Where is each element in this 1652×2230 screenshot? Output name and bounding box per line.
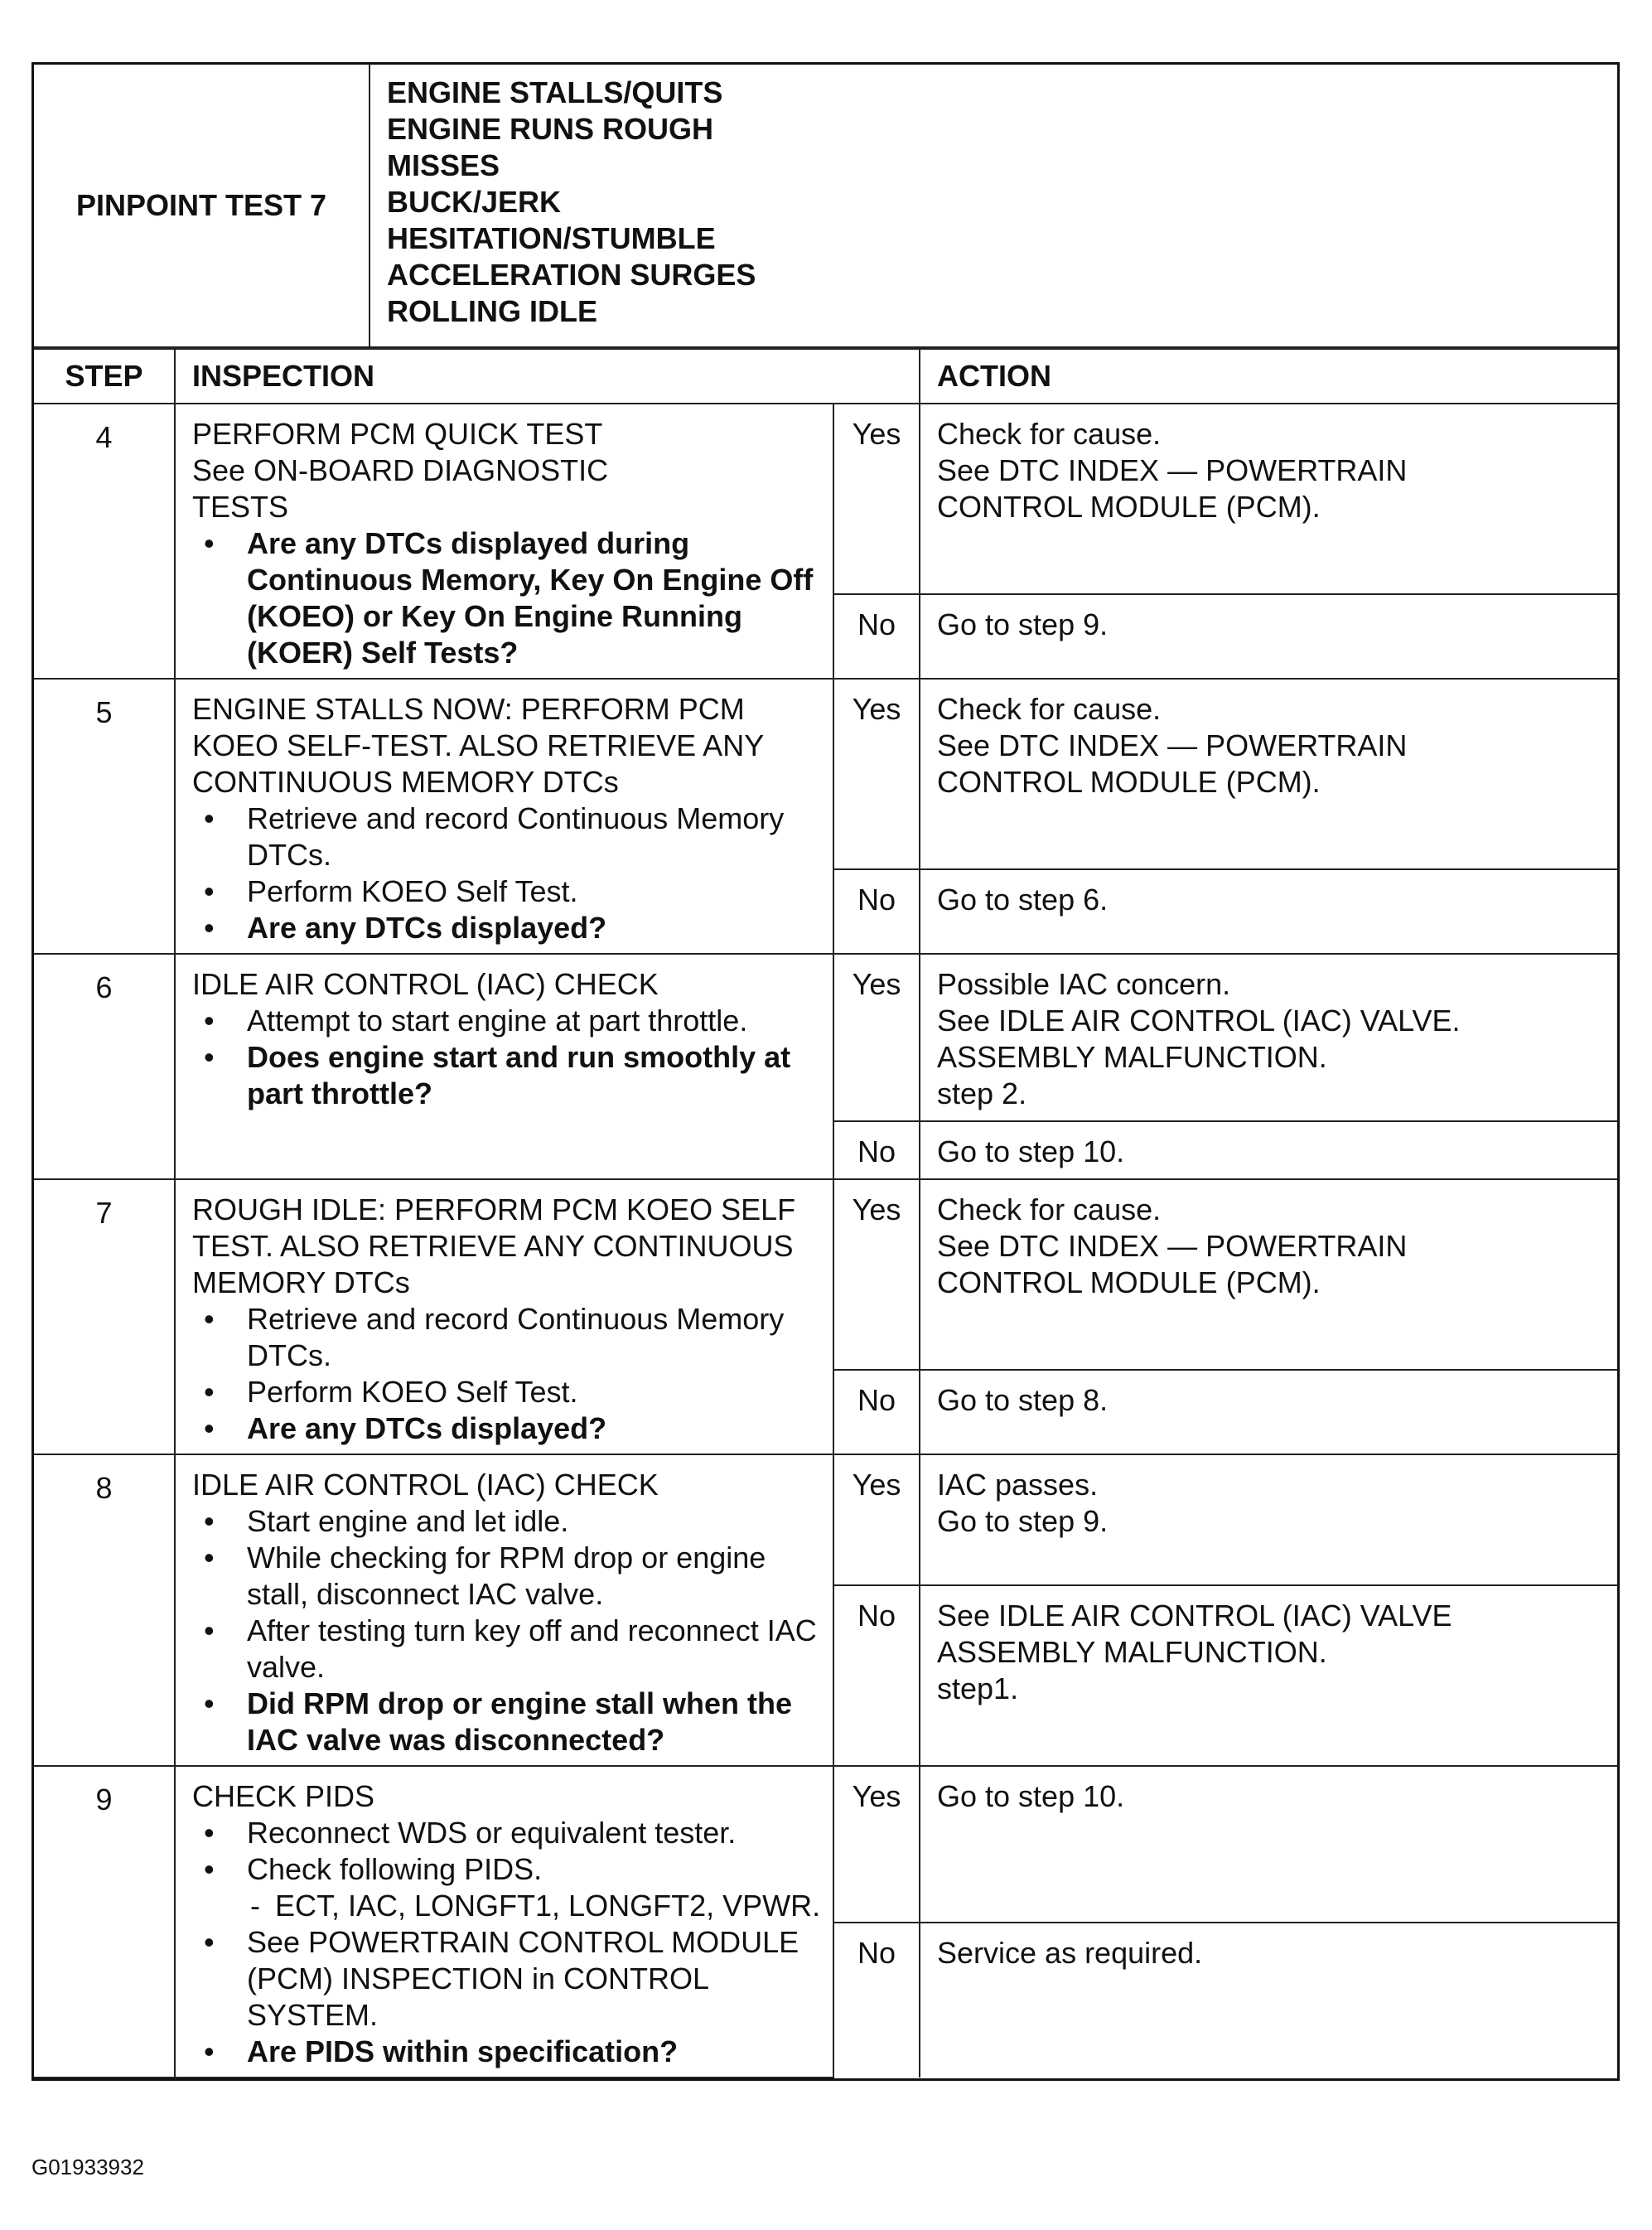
action-line: Go to step 9. [937, 607, 1109, 642]
bullet-icon: • [204, 1613, 215, 1647]
column-header-row [34, 349, 1617, 404]
yes-label: Yes [833, 1179, 920, 1370]
inspection-bullet [192, 2034, 821, 2070]
bullet-icon: • [204, 1686, 215, 1720]
bullet-text: After testing turn key off and reconnect IAC valve. [247, 1613, 817, 1684]
bullet-text: Check following PIDS. [247, 1852, 543, 1886]
yes-label: Yes [833, 954, 920, 1121]
yes-label: Yes [833, 1454, 920, 1585]
step-row-yes [34, 404, 1617, 594]
no-action [920, 1121, 1617, 1179]
bullet-icon: • [204, 1816, 215, 1850]
bullet-icon: • [204, 1302, 215, 1336]
step-number: 8 [34, 1454, 175, 1766]
bullet-icon: • [204, 2034, 215, 2068]
yes-action [920, 1454, 1617, 1585]
action-line: Check for cause. [937, 692, 1162, 726]
bullet-text: Attempt to start engine at part throttle. [247, 1004, 748, 1038]
step-row-yes [34, 1454, 1617, 1585]
step-inspection [175, 404, 833, 679]
no-action [920, 1585, 1617, 1766]
inspection-bullet [192, 1410, 821, 1447]
bullet-text: Retrieve and record Continuous Memory DTCs. [247, 1302, 785, 1372]
action-line: CONTROL MODULE (PCM). [937, 1265, 1321, 1299]
inspection-bullet [192, 1039, 821, 1112]
column-header-action: ACTION [920, 349, 1617, 404]
inspection-bullet [192, 1815, 821, 1851]
inspection-bullet [192, 1003, 821, 1039]
bullet-icon: • [204, 1925, 215, 1959]
bullet-icon: • [204, 1541, 215, 1575]
action-line: ASSEMBLY MALFUNCTION. [937, 1040, 1327, 1074]
header-row [34, 65, 1617, 347]
action-line: Go to step 10. [937, 1779, 1125, 1813]
bullet-icon: • [204, 801, 215, 835]
yes-label: Yes [833, 404, 920, 594]
bullet-icon: • [204, 1852, 215, 1886]
bullet-text: Are any DTCs displayed? [247, 1411, 607, 1445]
inspection-bullet [192, 801, 821, 873]
inspection-title-line: TESTS [192, 490, 289, 524]
inspection-bullet [192, 1503, 821, 1540]
symptom: ACCELERATION SURGES [387, 258, 756, 292]
inspection-title-line: ENGINE STALLS NOW: PERFORM PCM [192, 692, 745, 726]
action-line: See DTC INDEX — POWERTRAIN [937, 1229, 1408, 1263]
inspection-bullet [192, 525, 821, 671]
action-line: CONTROL MODULE (PCM). [937, 765, 1321, 799]
yes-action [920, 954, 1617, 1121]
bullet-icon: • [204, 874, 215, 908]
inspection-bullet [192, 1374, 821, 1410]
bullet-text: Reconnect WDS or equivalent tester. [247, 1816, 737, 1850]
bullet-text: Retrieve and record Continuous Memory DTCs. [247, 801, 785, 872]
step-number: 7 [34, 1179, 175, 1454]
no-action [920, 1923, 1617, 2078]
inspection-bullet [192, 1301, 821, 1374]
pinpoint-test-table [31, 62, 1620, 2081]
action-line: See IDLE AIR CONTROL (IAC) VALVE [937, 1598, 1452, 1633]
action-line: Go to step 10. [937, 1134, 1125, 1168]
inspection-bullet [192, 1613, 821, 1686]
step-inspection [175, 1766, 833, 2078]
step-number: 9 [34, 1766, 175, 2078]
yes-action [920, 679, 1617, 869]
step-inspection [175, 954, 833, 1179]
steps-table [34, 348, 1617, 2078]
bullet-icon: • [204, 1504, 215, 1538]
step-row-yes [34, 1766, 1617, 1923]
symptom: ENGINE STALLS/QUITS [387, 75, 723, 109]
bullet-icon: • [204, 1411, 215, 1445]
inspection-title-line: IDLE AIR CONTROL (IAC) CHECK [192, 1468, 659, 1502]
bullet-text: Are PIDS within specification? [247, 2034, 679, 2068]
bullet-text: Did RPM drop or engine stall when the IAC valve was disconnected? [247, 1686, 793, 1757]
step-inspection [175, 1179, 833, 1454]
no-action [920, 1370, 1617, 1454]
no-label: No [833, 869, 920, 954]
inspection-bullet [192, 1540, 821, 1613]
bullet-text: Are any DTCs displayed? [247, 911, 607, 945]
bullet-icon: • [204, 1040, 215, 1074]
step-number: 6 [34, 954, 175, 1179]
bullet-text: See POWERTRAIN CONTROL MODULE (PCM) INSPECTION in CONTROL SYSTEM. [247, 1925, 799, 2032]
figure-id: G01933932 [31, 2155, 144, 2179]
action-line: step 2. [937, 1076, 1027, 1110]
action-line: Check for cause. [937, 1192, 1162, 1226]
inspection-title-line: IDLE AIR CONTROL (IAC) CHECK [192, 967, 659, 1001]
action-line: Go to step 9. [937, 1504, 1109, 1538]
inspection-title-line: PERFORM PCM QUICK TEST [192, 417, 603, 451]
no-label: No [833, 1370, 920, 1454]
inspection-title-line: KOEO SELF-TEST. ALSO RETRIEVE ANY [192, 728, 765, 762]
action-line: See DTC INDEX — POWERTRAIN [937, 728, 1408, 762]
step-row-yes [34, 1179, 1617, 1370]
action-line: step1. [937, 1671, 1019, 1705]
bullet-text: While checking for RPM drop or engine stall, disconnect IAC valve. [247, 1541, 766, 1611]
yes-action [920, 1179, 1617, 1370]
bullet-icon: • [204, 1375, 215, 1409]
action-line: Service as required. [937, 1936, 1203, 1971]
bullet-text: Perform KOEO Self Test. [247, 874, 578, 908]
bullet-icon: • [204, 1004, 215, 1038]
inspection-bullet [192, 873, 821, 910]
step-number: 5 [34, 679, 175, 954]
action-line: Possible IAC concern. [937, 967, 1231, 1001]
no-action [920, 594, 1617, 679]
action-line: Check for cause. [937, 417, 1162, 451]
no-label: No [833, 594, 920, 679]
no-label: No [833, 1923, 920, 2078]
symptom: ENGINE RUNS ROUGH [387, 112, 714, 146]
action-line: IAC passes. [937, 1468, 1099, 1502]
symptom: MISSES [387, 148, 500, 182]
action-line: ASSEMBLY MALFUNCTION. [937, 1634, 1327, 1669]
inspection-bullet [192, 910, 821, 946]
inspection-bullet [192, 1924, 821, 2034]
yes-label: Yes [833, 1766, 920, 1923]
yes-action [920, 404, 1617, 594]
inspection-title-line: MEMORY DTCs [192, 1265, 410, 1299]
yes-action [920, 1766, 1617, 1923]
inspection-bullet [192, 1851, 821, 1888]
column-header-step: STEP [34, 349, 175, 404]
bullet-icon: • [204, 526, 215, 560]
inspection-title-line: CHECK PIDS [192, 1779, 375, 1813]
action-line: See DTC INDEX — POWERTRAIN [937, 453, 1408, 487]
no-label: No [833, 1121, 920, 1179]
step-row-yes [34, 954, 1617, 1121]
symptom: ROLLING IDLE [387, 294, 597, 328]
dash-icon: - [250, 1889, 260, 1923]
sub-item-text: ECT, IAC, LONGFT1, LONGFT2, VPWR. [275, 1889, 821, 1923]
inspection-title-line: ROUGH IDLE: PERFORM PCM KOEO SELF [192, 1192, 796, 1226]
action-line: See IDLE AIR CONTROL (IAC) VALVE. [937, 1004, 1461, 1038]
no-label: No [833, 1585, 920, 1766]
bullet-icon: • [204, 911, 215, 945]
step-number: 4 [34, 404, 175, 679]
test-title: PINPOINT TEST 7 [34, 65, 370, 347]
bullet-text: Perform KOEO Self Test. [247, 1375, 578, 1409]
action-line: Go to step 6. [937, 883, 1109, 917]
no-action [920, 869, 1617, 954]
yes-label: Yes [833, 679, 920, 869]
symptom-list [370, 65, 1617, 347]
step-inspection [175, 679, 833, 954]
column-header-inspection: INSPECTION [175, 349, 920, 404]
inspection-sub-item [192, 1888, 821, 1924]
inspection-bullet [192, 1686, 821, 1758]
bullet-text: Start engine and let idle. [247, 1504, 569, 1538]
inspection-title-line: See ON-BOARD DIAGNOSTIC [192, 453, 609, 487]
inspection-title-line: TEST. ALSO RETRIEVE ANY CONTINUOUS [192, 1229, 794, 1263]
step-inspection [175, 1454, 833, 1766]
action-line: Go to step 8. [937, 1383, 1109, 1418]
symptom: HESITATION/STUMBLE [387, 221, 716, 255]
symptom: BUCK/JERK [387, 185, 562, 219]
inspection-title-line: CONTINUOUS MEMORY DTCs [192, 765, 619, 799]
header-table [34, 65, 1617, 348]
step-row-yes [34, 679, 1617, 869]
action-line: CONTROL MODULE (PCM). [937, 490, 1321, 524]
bullet-text: Does engine start and run smoothly at part throttle? [247, 1040, 791, 1110]
bullet-text: Are any DTCs displayed during Continuous Memory, Key On Engine Off (KOEO) or Key On Engine Running (KOER) Self Tests? [247, 526, 814, 670]
